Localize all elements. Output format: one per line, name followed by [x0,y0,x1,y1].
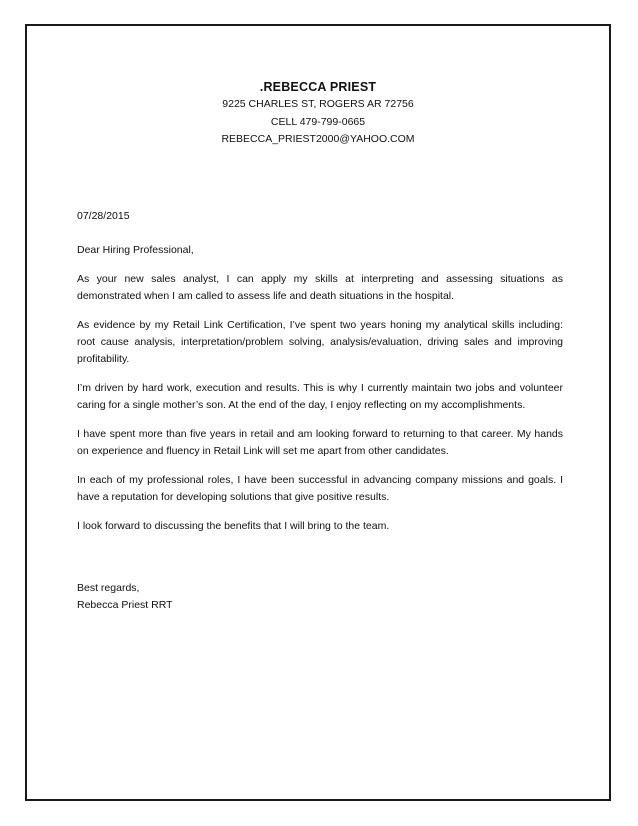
closing-spacer [77,547,563,580]
body-paragraph-4: I have spent more than five years in retail and am looking forward to returning to that career. My hands on experience and fluency in Retail Link will set me apart from other candidates. [77,428,563,457]
letter-salutation: Dear Hiring Professional, [77,244,194,256]
sender-email: REBECCA_PRIEST2000@YAHOO.COM [221,133,415,145]
letter-date: 07/28/2015 [77,210,130,222]
sender-name: .REBECCA PRIEST [259,80,377,94]
letter-closing: Best regards, [77,582,140,594]
letter-page [25,24,611,801]
sender-phone: CELL 479-799-0665 [270,115,366,128]
body-paragraph-2: As evidence by my Retail Link Certification, I’ve spent two years honing my analytical skills including: root cause analysis, interpretation/problem solving, analysis/evaluation, driving sales and improving profitability. [77,319,563,365]
body-paragraph-3: I’m driven by hard work, execution and results. This is why I currently maintain two jobs and volunteer caring for a single mother’s son. At the end of the day, I enjoy reflecting on my accomplishments. [77,382,563,411]
letter-signature: Rebecca Priest RRT [77,599,173,611]
body-paragraph-5: In each of my professional roles, I have been successful in advancing company missions and goals. I have a reputation for developing solutions that give positive results. [77,474,563,503]
letter-body [77,208,563,614]
body-paragraph-6: I look forward to discussing the benefits that I will bring to the team. [77,520,390,532]
body-paragraph-1: As your new sales analyst, I can apply my skills at interpreting and assessing situations as demonstrated when I am called to assess life and death situations in the hospital. [77,273,563,302]
letter-header [27,78,609,149]
sender-address: 9225 CHARLES ST, ROGERS AR 72756 [222,98,414,110]
